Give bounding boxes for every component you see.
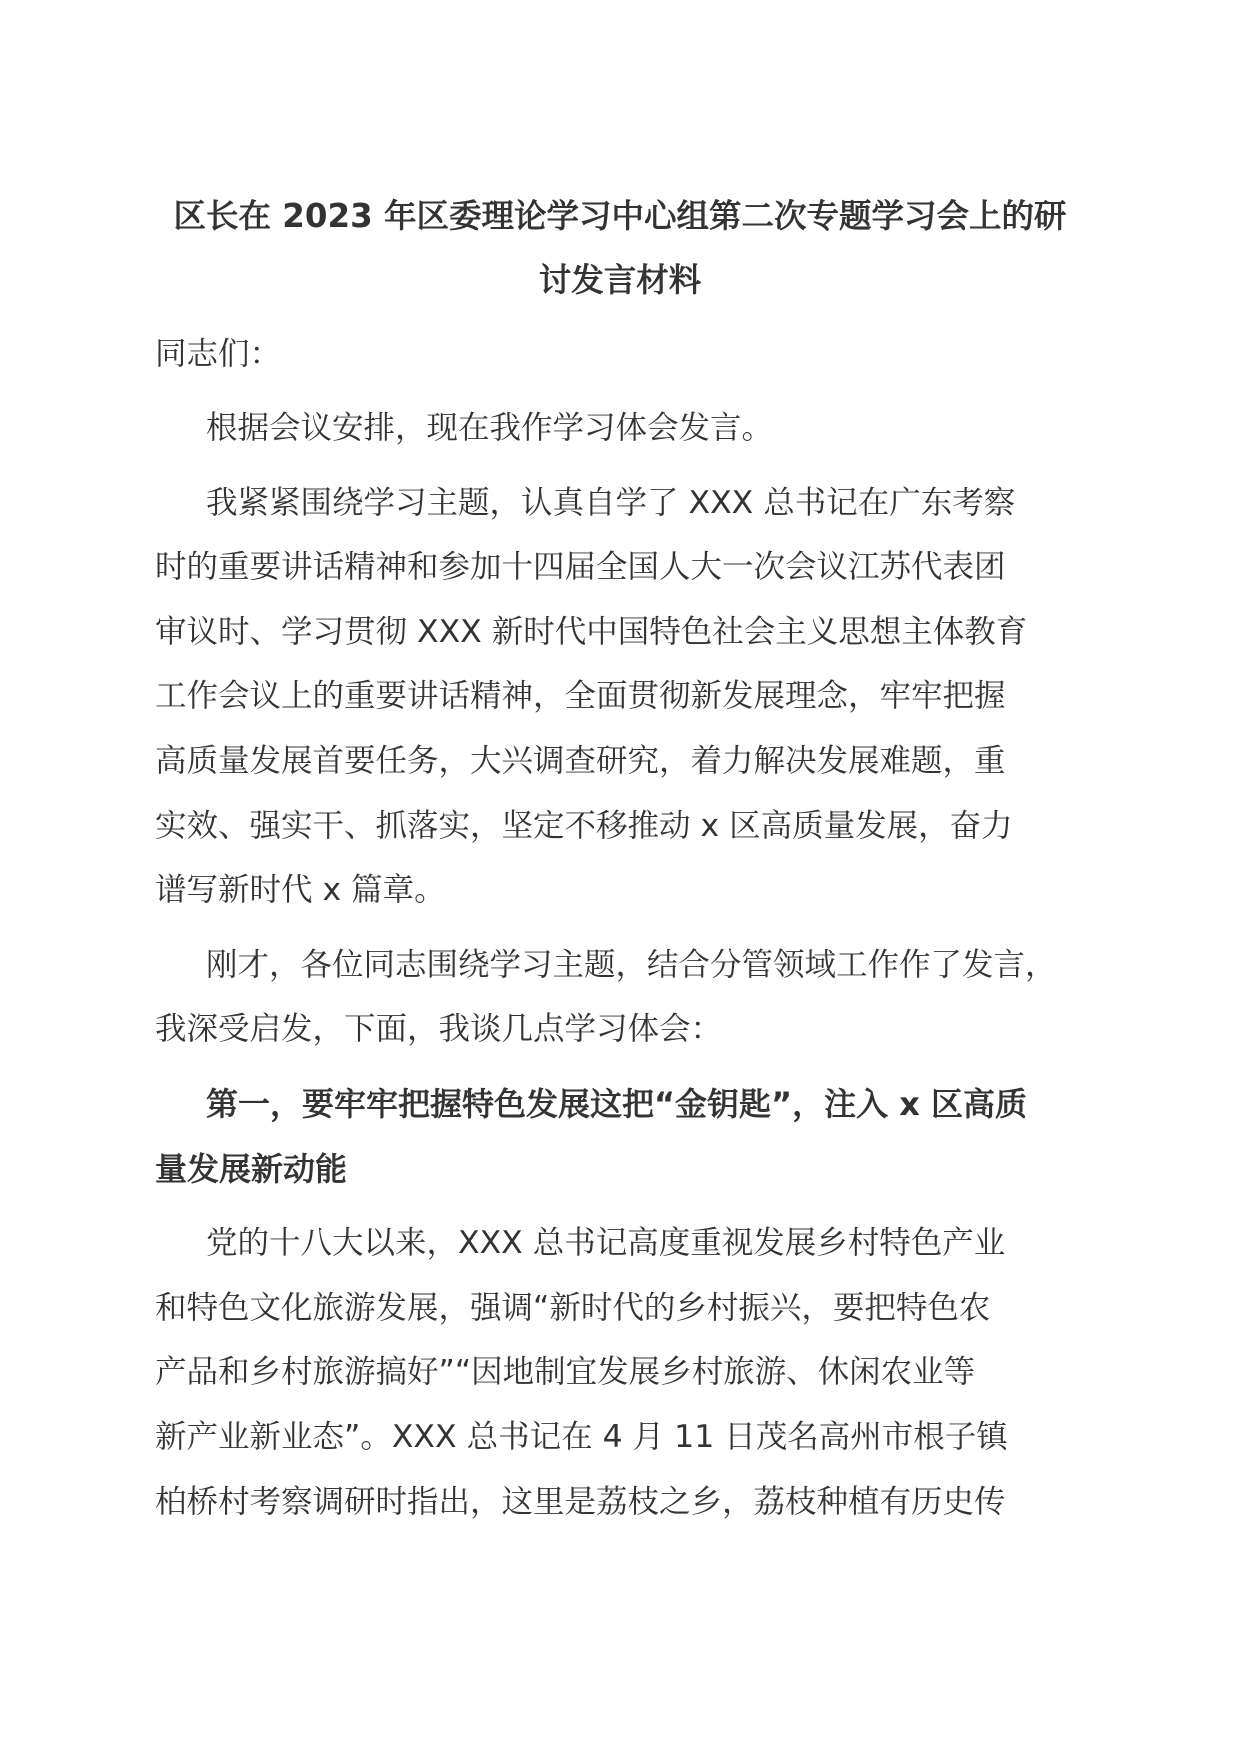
text-line: 我深受启发，下面，我谈几点学习体会： [155, 1011, 723, 1048]
text-line: 刚才，各位同志围绕学习主题，结合分管领域工作作了发言， [206, 946, 1057, 983]
text-line: 第一，要牢牢把握特色发展这把“金钥匙”，注入 x 区高质 [206, 1084, 1027, 1123]
text-line: 我紧紧围绕学习主题，认真自学了 XXX 总书记在广东考察 [206, 484, 1016, 521]
text-line: 新产业新业态”。XXX 总书记在 4 月 11 日茂名高州市根子镇 [155, 1418, 1008, 1455]
body-paragraph [155, 933, 1085, 1062]
text-line: 实效、强实干、抓落实，坚定不移推动 x 区高质量发展，奋力 [155, 807, 1013, 844]
text-line: 工作会议上的重要讲话精神，全面贯彻新发展理念，牢牢把握 [155, 678, 1006, 715]
text-line: 根据会议安排，现在我作学习体会发言。 [206, 410, 774, 446]
text-line: 谱写新时代 x 篇章。 [155, 872, 446, 909]
body-paragraph [155, 1211, 1085, 1534]
text-line: 产品和乡村旅游搞好”“因地制宜发展乡村旅游、休闲农业等 [155, 1354, 976, 1391]
text-line: 量发展新动能 [155, 1149, 348, 1188]
text-line: 审议时、学习贯彻 XXX 新时代中国特色社会主义思想主体教育 [155, 613, 1028, 650]
text-line: 时的重要讲话精神和参加十四届全国人大一次会议江苏代表团 [155, 549, 1006, 586]
document-title [155, 184, 1085, 312]
document-body [155, 396, 1085, 1534]
document-page [155, 184, 1085, 1534]
body-paragraph [155, 471, 1085, 923]
text-line: 高质量发展首要任务，大兴调查研究，着力解决发展难题，重 [155, 742, 1006, 779]
text-line: 柏桥村考察调研时指出，这里是荔枝之乡，荔枝种植有历史传 [155, 1483, 1006, 1520]
salutation: 同志们： [155, 336, 282, 372]
title-line: 区长在 2023 年区委理论学习中心组第二次专题学习会上的研 [173, 197, 1067, 235]
text-line: 党的十八大以来，XXX 总书记高度重视发展乡村特色产业 [206, 1225, 1006, 1262]
title-line: 讨发言材料 [538, 261, 702, 299]
text-line: 和特色文化旅游发展，强调“新时代的乡村振兴，要把特色农 [155, 1289, 991, 1326]
section-heading [155, 1072, 1085, 1201]
body-paragraph [155, 396, 1085, 461]
